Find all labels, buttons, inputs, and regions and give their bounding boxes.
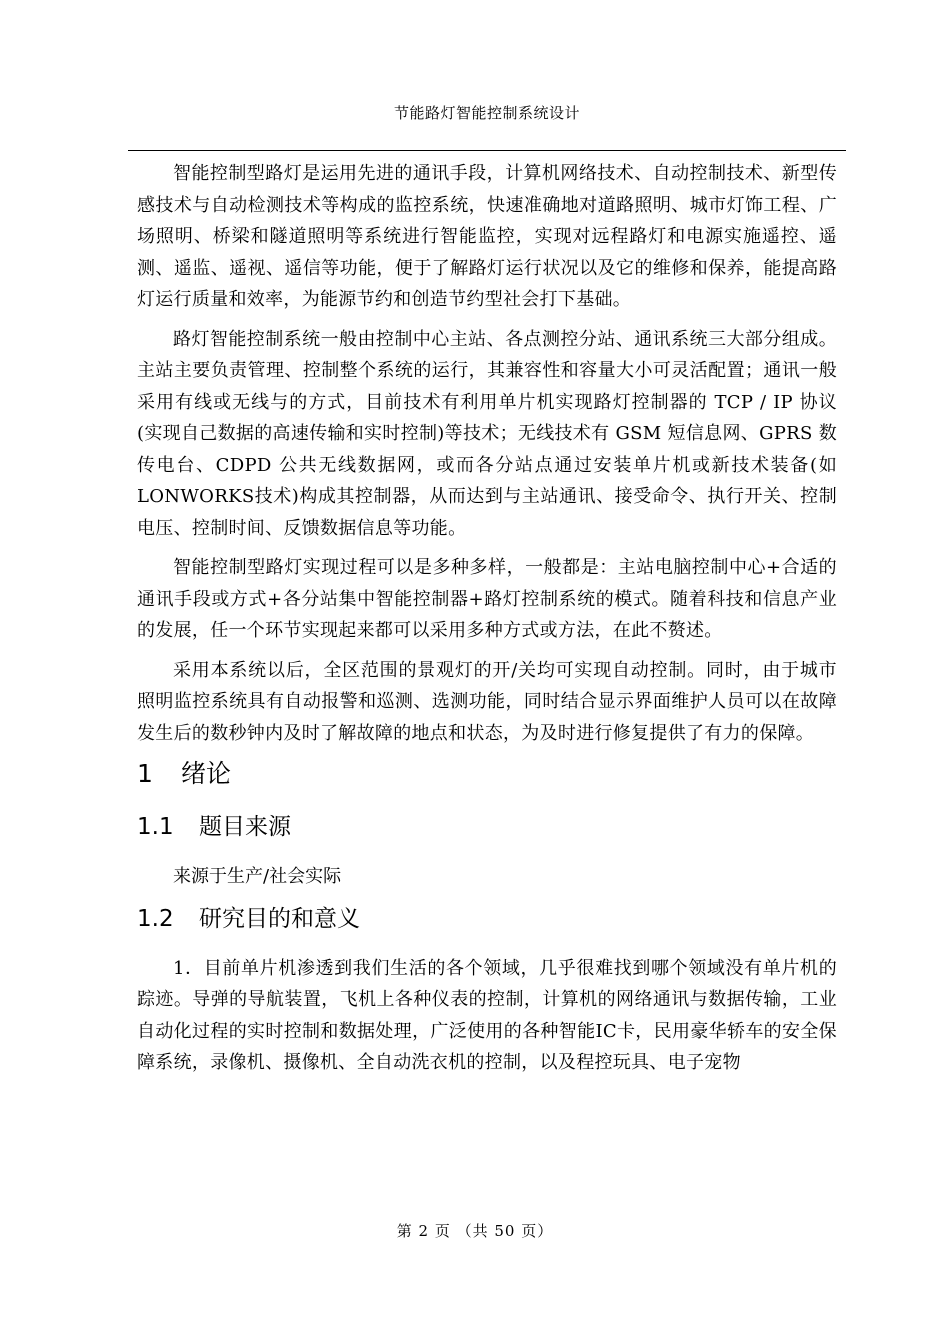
- intro-paragraph-3: 智能控制型路灯实现过程可以是多种多样，一般都是：主站电脑控制中心+合适的通讯手段或方式+各分站集中智能控制器+路灯控制系统的模式。随着科技和信息产业的发展，任一个环节实现起来都可以采用多种方式或方法，在此不赘述。: [137, 557, 837, 641]
- section-1-1-text: 来源于生产/社会实际: [173, 866, 342, 887]
- intro-paragraph-2: 路灯智能控制系统一般由控制中心主站、各点测控分站、通讯系统三大部分组成。主站主要负责管理、控制整个系统的运行，其兼容性和容量大小可灵活配置；通讯一般采用有线或无线与的方式，目前技术有利用单片机实现路灯控制器的 TCP / IP 协议(实现自己数据的高速传输和实时控制)等技术；无线技术有 GSM 短信息网、GPRS 数传电台、CDPD 公共无线数据网，或而各分站点通过安装单片机或新技术装备(如LONWORKS技术)构成其控制器，从而达到与主站通讯、接受命令、执行开关、控制电压、控制时间、反馈数据信息等功能。: [137, 328, 837, 539]
- chapter-heading: [137, 753, 837, 795]
- section-heading-1-2: [137, 899, 837, 939]
- running-header: 节能路灯智能控制系统设计: [393, 104, 580, 122]
- section-heading-1-1: [137, 807, 837, 847]
- intro-paragraph-4: 采用本系统以后，全区范围的景观灯的开/关均可实现自动控制。同时，由于城市照明监控系统具有自动报警和巡测、选测功能，同时结合显示界面维护人员可以在故障发生后的数秒钟内及时了解故障的地点和状态，为及时进行修复提供了有力的保障。: [137, 659, 837, 744]
- page-footer: 第 2 页 （共 50 页）: [396, 1222, 554, 1240]
- section-title-1-2: 研究目的和意义: [199, 905, 360, 932]
- header-rule: [128, 150, 846, 151]
- chapter-number: 1: [137, 759, 153, 788]
- intro-paragraph-1: 智能控制型路灯是运用先进的通讯手段，计算机网络技术、自动控制技术、新型传感技术与自动检测技术等构成的监控系统，快速准确地对道路照明、城市灯饰工程、广场照明、桥梁和隧道照明等系统进行智能监控，实现对远程路灯和电源实施遥控、遥测、遥监、遥视、遥信等功能，便于了解路灯运行状况以及它的维修和保养，能提高路灯运行质量和效率，为能源节约和创造节约型社会打下基础。: [137, 163, 837, 310]
- page-body: [137, 158, 837, 1079]
- section-number-1-2: 1.2: [137, 905, 174, 932]
- section-title-1-1: 题目来源: [199, 814, 291, 840]
- section-1-2-paragraph: 1．目前单片机渗透到我们生活的各个领域，几乎很难找到哪个领域没有单片机的踪迹。导弹的导航装置，飞机上各种仪表的控制，计算机的网络通讯与数据传输，工业自动化过程的实时控制和数据处理，广泛使用的各种智能IC卡，民用豪华轿车的安全保障系统，录像机、摄像机、全自动洗衣机的控制，以及程控玩具、电子宠物: [137, 957, 837, 1073]
- chapter-title: 绪论: [181, 759, 232, 788]
- section-number-1-1: 1.1: [137, 814, 174, 840]
